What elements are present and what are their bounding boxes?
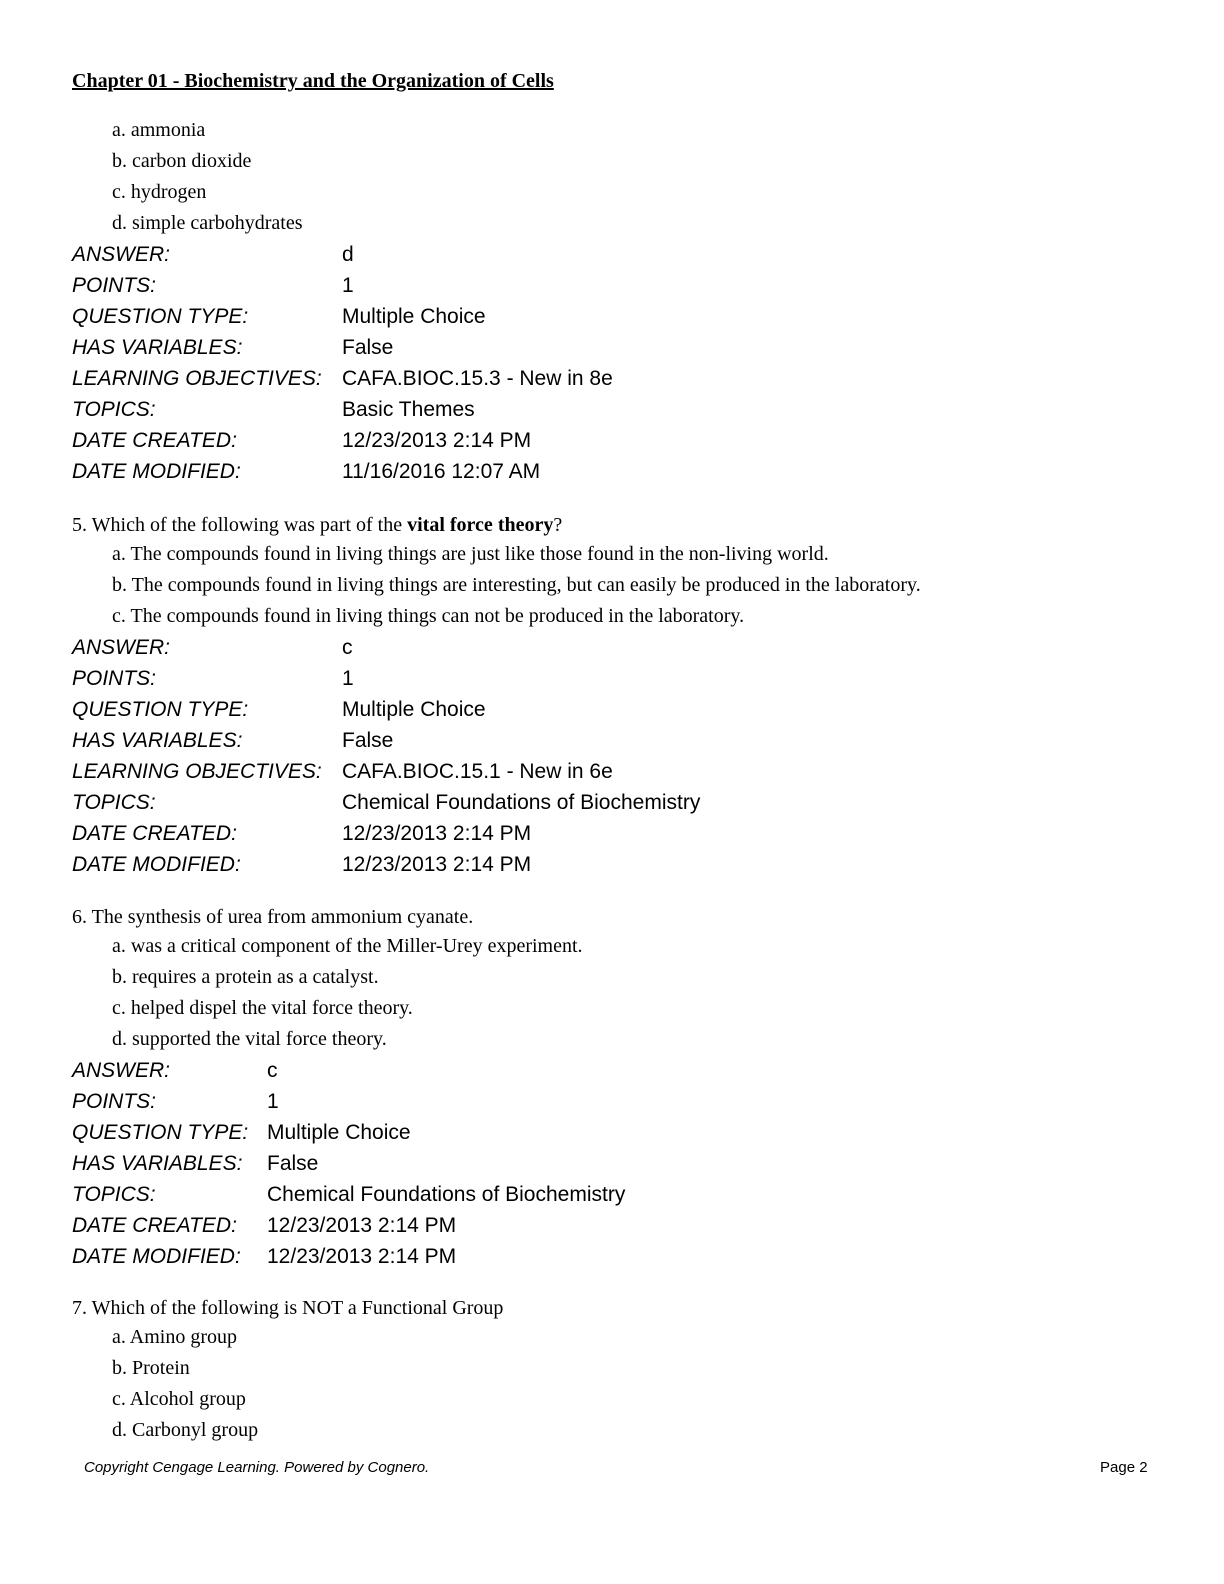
date-created-label: DATE CREATED: bbox=[72, 429, 237, 452]
q4-points-row bbox=[72, 270, 613, 301]
learning-objectives-label: LEARNING OBJECTIVES: bbox=[72, 367, 322, 390]
q6-date-created: 12/23/2013 2:14 PM bbox=[267, 1214, 457, 1237]
has-variables-label: HAS VARIABLES: bbox=[72, 1152, 243, 1175]
date-created-label: DATE CREATED: bbox=[72, 1214, 237, 1237]
q7-option-b: b. Protein bbox=[112, 1357, 190, 1379]
q6-has-variables: False bbox=[267, 1152, 319, 1175]
q5-points: 1 bbox=[342, 667, 354, 690]
q5-has-variables: False bbox=[342, 729, 394, 752]
q4-has-variables: False bbox=[342, 336, 394, 359]
answer-label: ANSWER: bbox=[72, 636, 171, 659]
q5-learning-objectives: CAFA.BIOC.15.1 - New in 6e bbox=[342, 760, 613, 783]
q4-option-a: a. ammonia bbox=[112, 119, 206, 141]
q4-option-b: b. carbon dioxide bbox=[112, 150, 252, 172]
q4-date-modified-row bbox=[72, 456, 613, 487]
q5-has-variables-row bbox=[72, 725, 921, 756]
q6-date-modified: 12/23/2013 2:14 PM bbox=[267, 1245, 457, 1268]
q4-answer-row bbox=[72, 239, 613, 270]
topics-label: TOPICS: bbox=[72, 398, 156, 421]
q5-date-created-row bbox=[72, 818, 921, 849]
q4-option-c: c. hydrogen bbox=[112, 181, 207, 203]
footer-page-number: Page 2 bbox=[1100, 1459, 1148, 1476]
q6-points-row bbox=[72, 1086, 625, 1117]
topics-label: TOPICS: bbox=[72, 1183, 156, 1206]
q5-answer: c bbox=[342, 636, 353, 659]
q6-topics-row bbox=[72, 1179, 625, 1210]
q5-points-row bbox=[72, 663, 921, 694]
q6-option-a: a. was a critical component of the Miller-Urey experiment. bbox=[112, 935, 583, 957]
q4-date-modified: 11/16/2016 12:07 AM bbox=[342, 460, 541, 483]
q7-stem: 7. Which of the following is NOT a Functional Group bbox=[72, 1297, 504, 1319]
q7-options bbox=[72, 1322, 503, 1446]
q4-question-type-row bbox=[72, 301, 613, 332]
q6-option-b: b. requires a protein as a catalyst. bbox=[112, 966, 379, 988]
q5-date-modified: 12/23/2013 2:14 PM bbox=[342, 853, 532, 876]
q7-option-c: c. Alcohol group bbox=[112, 1388, 246, 1410]
q6-date-modified-row bbox=[72, 1241, 625, 1272]
q4-points: 1 bbox=[342, 274, 354, 297]
q6-date-created-row bbox=[72, 1210, 625, 1241]
date-created-label: DATE CREATED: bbox=[72, 822, 237, 845]
q4-topics-row bbox=[72, 394, 613, 425]
q5-topics-row bbox=[72, 787, 921, 818]
question-type-label: QUESTION TYPE: bbox=[72, 1121, 249, 1144]
q6-option-d: d. supported the vital force theory. bbox=[112, 1028, 387, 1050]
q6-topics: Chemical Foundations of Biochemistry bbox=[267, 1183, 626, 1206]
q4-date-created: 12/23/2013 2:14 PM bbox=[342, 429, 532, 452]
q6-has-variables-row bbox=[72, 1148, 625, 1179]
question-4 bbox=[72, 115, 613, 487]
q5-options bbox=[72, 539, 921, 632]
q6-options bbox=[72, 931, 625, 1055]
question-type-label: QUESTION TYPE: bbox=[72, 305, 249, 328]
footer-copyright: Copyright Cengage Learning. Powered by Cognero. bbox=[84, 1459, 430, 1476]
q5-stem bbox=[72, 511, 921, 539]
q4-date-created-row bbox=[72, 425, 613, 456]
q4-options bbox=[72, 115, 613, 239]
question-type-label: QUESTION TYPE: bbox=[72, 698, 249, 721]
answer-label: ANSWER: bbox=[72, 1059, 171, 1082]
q5-stem-prefix: 5. Which of the following was part of the bbox=[72, 514, 408, 536]
question-6 bbox=[72, 903, 625, 1272]
q5-stem-suffix: ? bbox=[553, 514, 563, 536]
q5-option-b: b. The compounds found in living things are interesting, but can easily be produced in the laboratory. bbox=[112, 574, 921, 596]
points-label: POINTS: bbox=[72, 274, 157, 297]
q7-option-a: a. Amino group bbox=[112, 1326, 237, 1348]
q5-learning-objectives-row bbox=[72, 756, 921, 787]
q5-date-modified-row bbox=[72, 849, 921, 880]
q6-answer-row bbox=[72, 1055, 625, 1086]
date-modified-label: DATE MODIFIED: bbox=[72, 1245, 241, 1268]
q5-option-c: c. The compounds found in living things can not be produced in the laboratory. bbox=[112, 605, 745, 627]
q4-answer: d bbox=[342, 243, 354, 266]
chapter-title: Chapter 01 - Biochemistry and the Organization of Cells bbox=[72, 70, 554, 92]
q4-has-variables-row bbox=[72, 332, 613, 363]
q5-date-created: 12/23/2013 2:14 PM bbox=[342, 822, 532, 845]
q5-answer-row bbox=[72, 632, 921, 663]
date-modified-label: DATE MODIFIED: bbox=[72, 853, 241, 876]
q4-question-type: Multiple Choice bbox=[342, 305, 486, 328]
q6-option-c: c. helped dispel the vital force theory. bbox=[112, 997, 413, 1019]
q5-topics: Chemical Foundations of Biochemistry bbox=[342, 791, 701, 814]
points-label: POINTS: bbox=[72, 667, 157, 690]
q4-topics: Basic Themes bbox=[342, 398, 475, 421]
date-modified-label: DATE MODIFIED: bbox=[72, 460, 241, 483]
q6-answer: c bbox=[267, 1059, 278, 1082]
q5-option-a: a. The compounds found in living things are just like those found in the non-living world. bbox=[112, 543, 829, 565]
topics-label: TOPICS: bbox=[72, 791, 156, 814]
q5-question-type: Multiple Choice bbox=[342, 698, 486, 721]
q7-option-d: d. Carbonyl group bbox=[112, 1419, 259, 1441]
has-variables-label: HAS VARIABLES: bbox=[72, 336, 243, 359]
has-variables-label: HAS VARIABLES: bbox=[72, 729, 243, 752]
q5-metadata bbox=[72, 632, 921, 880]
q4-learning-objectives: CAFA.BIOC.15.3 - New in 8e bbox=[342, 367, 613, 390]
q6-points: 1 bbox=[267, 1090, 279, 1113]
question-5 bbox=[72, 511, 921, 880]
q6-stem: 6. The synthesis of urea from ammonium cyanate. bbox=[72, 906, 474, 928]
q6-question-type: Multiple Choice bbox=[267, 1121, 411, 1144]
answer-label: ANSWER: bbox=[72, 243, 171, 266]
q4-learning-objectives-row bbox=[72, 363, 613, 394]
question-7 bbox=[72, 1294, 503, 1446]
q4-option-d: d. simple carbohydrates bbox=[112, 212, 303, 234]
q4-metadata bbox=[72, 239, 613, 487]
q6-question-type-row bbox=[72, 1117, 625, 1148]
q5-question-type-row bbox=[72, 694, 921, 725]
q6-metadata bbox=[72, 1055, 625, 1272]
q5-stem-bold: vital force theory bbox=[407, 514, 554, 536]
points-label: POINTS: bbox=[72, 1090, 157, 1113]
learning-objectives-label: LEARNING OBJECTIVES: bbox=[72, 760, 322, 783]
